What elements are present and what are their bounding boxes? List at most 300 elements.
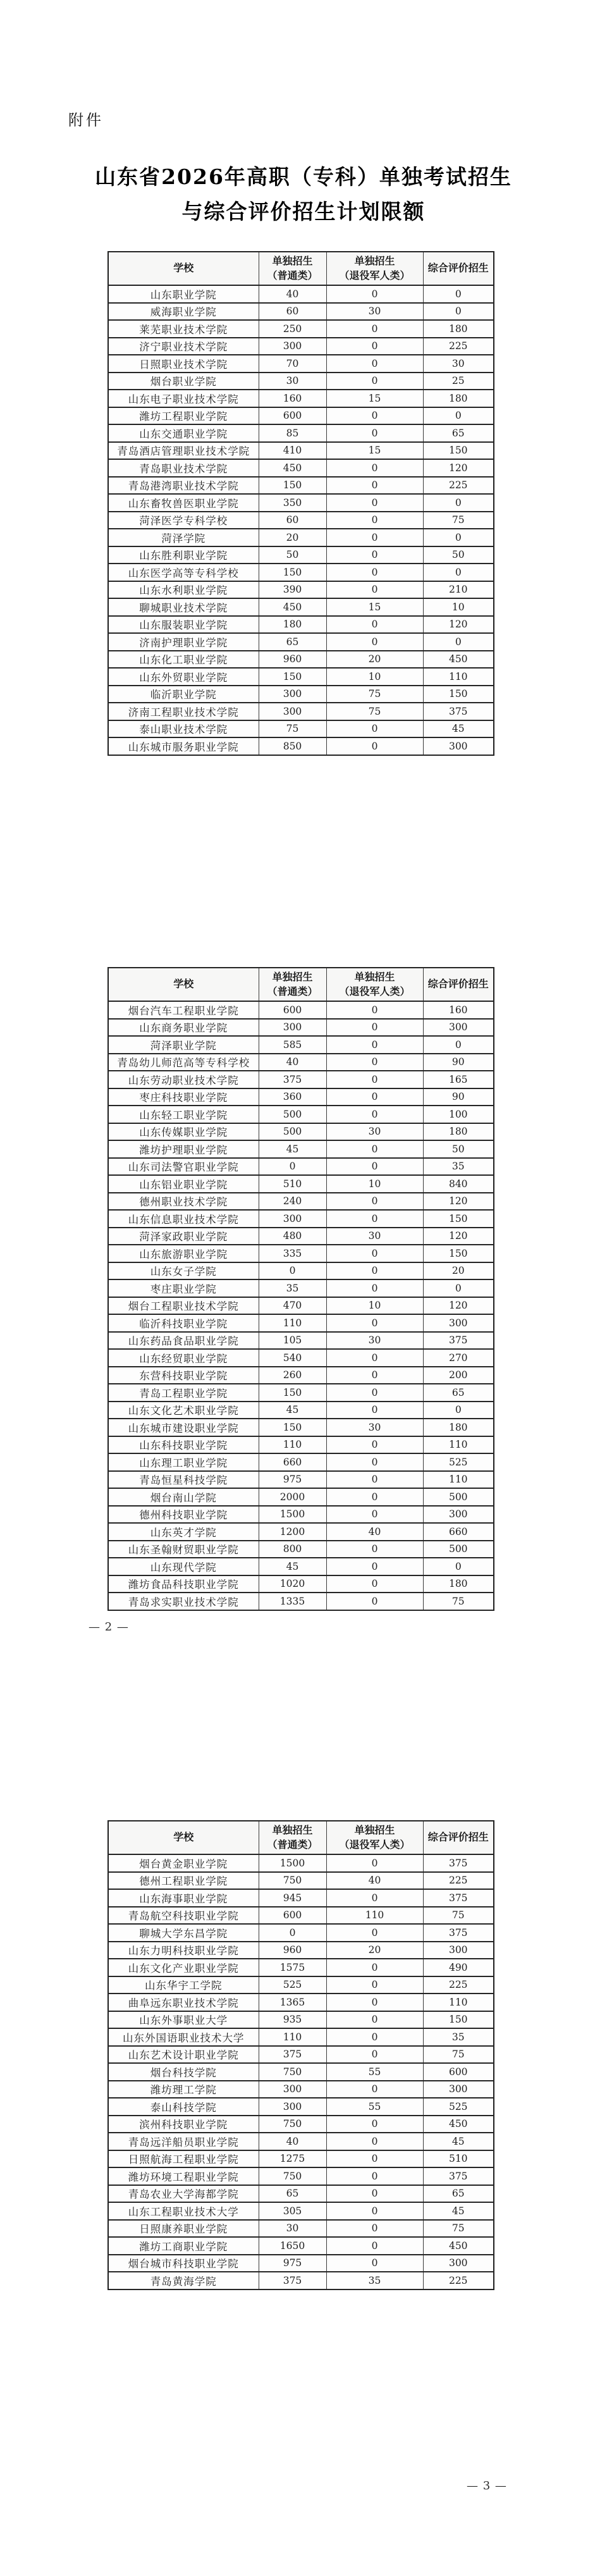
value-cell: 390	[259, 581, 326, 599]
value-cell: 0	[326, 1071, 423, 1088]
school-name-cell: 日照康养职业学院	[108, 2220, 259, 2238]
value-cell: 300	[423, 1019, 494, 1037]
table-row	[108, 529, 494, 546]
value-cell: 250	[259, 320, 326, 338]
school-name-cell: 山东外国语职业技术大学	[108, 2028, 259, 2046]
school-name-cell: 青岛黄海学院	[108, 2272, 259, 2289]
school-name-cell: 山东劳动职业技术学院	[108, 1071, 259, 1088]
value-cell: 30	[326, 1228, 423, 1245]
value-cell: 180	[423, 390, 494, 407]
school-name-cell: 山东铝业职业学院	[108, 1175, 259, 1193]
school-name-cell: 山东外贸职业学院	[108, 668, 259, 686]
table-row	[108, 1593, 494, 1610]
value-cell: 960	[259, 651, 326, 669]
value-cell: 0	[326, 1488, 423, 1506]
value-cell: 0	[326, 2081, 423, 2098]
value-cell: 20	[326, 1942, 423, 1959]
table-row	[108, 407, 494, 425]
school-name-cell: 山东交通职业学院	[108, 424, 259, 442]
attachment-label: 附件	[68, 111, 104, 129]
value-cell: 0	[423, 407, 494, 425]
school-name-cell: 青岛幼儿师范高等专科学校	[108, 1054, 259, 1071]
document-title	[0, 159, 607, 229]
value-cell: 490	[423, 1959, 494, 1976]
value-cell: 0	[326, 424, 423, 442]
value-cell: 105	[259, 1332, 326, 1350]
value-cell: 85	[259, 424, 326, 442]
value-cell: 0	[423, 1402, 494, 1419]
value-cell: 0	[326, 512, 423, 529]
value-cell: 0	[326, 2255, 423, 2272]
value-cell: 35	[423, 1158, 494, 1176]
table-row	[108, 2237, 494, 2255]
school-name-cell: 德州科技职业学院	[108, 1506, 259, 1524]
value-cell: 300	[259, 338, 326, 355]
value-cell: 110	[423, 1994, 494, 2011]
value-cell: 0	[326, 1976, 423, 1994]
table-row	[108, 1001, 494, 1019]
school-name-cell: 泰山科技学院	[108, 2098, 259, 2116]
table-row	[108, 1453, 494, 1471]
value-cell: 0	[326, 737, 423, 755]
value-cell: 150	[423, 686, 494, 703]
table-row	[108, 1889, 494, 1907]
school-name-cell: 莱芜职业技术学院	[108, 320, 259, 338]
value-cell: 75	[326, 686, 423, 703]
value-cell: 0	[423, 529, 494, 546]
value-cell: 55	[326, 2063, 423, 2081]
value-cell: 500	[423, 1541, 494, 1558]
value-cell: 25	[423, 373, 494, 390]
table-row	[108, 1419, 494, 1436]
school-name-cell: 山东力明科技职业学院	[108, 1942, 259, 1959]
value-cell: 50	[259, 546, 326, 564]
school-name-cell: 山东水利职业学院	[108, 581, 259, 599]
value-cell: 375	[259, 2046, 326, 2064]
value-cell: 0	[326, 2202, 423, 2220]
school-name-cell: 菏泽学院	[108, 529, 259, 546]
value-cell: 1650	[259, 2237, 326, 2255]
value-cell: 0	[326, 2046, 423, 2064]
value-cell: 0	[326, 581, 423, 599]
value-cell: 1275	[259, 2150, 326, 2168]
value-cell: 375	[423, 1924, 494, 1942]
value-cell: 10	[423, 598, 494, 616]
value-cell: 1020	[259, 1575, 326, 1593]
school-name-cell: 烟台南山学院	[108, 1488, 259, 1506]
value-cell: 450	[423, 2237, 494, 2255]
table-row	[108, 1158, 494, 1176]
value-cell: 0	[326, 1088, 423, 1106]
header-separate-general: 单独招生 （普通类）	[259, 252, 326, 285]
value-cell: 300	[259, 1210, 326, 1228]
table-row	[108, 1384, 494, 1402]
value-cell: 50	[423, 1140, 494, 1158]
value-cell: 75	[423, 2046, 494, 2064]
school-name-cell: 山东现代学院	[108, 1558, 259, 1575]
header-separate-veteran: 单独招生 （退役军人类）	[326, 252, 423, 285]
document-title-line1: 山东省2026年高职（专科）单独考试招生	[95, 164, 512, 189]
value-cell: 210	[423, 581, 494, 599]
value-cell: 750	[259, 2063, 326, 2081]
table-row	[108, 1228, 494, 1245]
value-cell: 375	[423, 2167, 494, 2185]
school-name-cell: 潍坊工商职业学院	[108, 2237, 259, 2255]
table-row	[108, 1488, 494, 1506]
table-row	[108, 686, 494, 703]
value-cell: 270	[423, 1349, 494, 1367]
value-cell: 0	[259, 1158, 326, 1176]
table-row	[108, 2098, 494, 2116]
value-cell: 450	[259, 459, 326, 477]
table-row	[108, 1245, 494, 1262]
value-cell: 0	[326, 2133, 423, 2150]
value-cell: 0	[326, 1054, 423, 1071]
table-row	[108, 2046, 494, 2064]
header-separate-general: 单独招生 （普通类）	[259, 968, 326, 1001]
value-cell: 165	[423, 1071, 494, 1088]
school-name-cell: 青岛工程职业学院	[108, 1384, 259, 1402]
value-cell: 45	[423, 2133, 494, 2150]
school-name-cell: 烟台黄金职业学院	[108, 1854, 259, 1872]
value-cell: 480	[259, 1228, 326, 1245]
value-cell: 225	[423, 477, 494, 495]
value-cell: 110	[423, 1471, 494, 1489]
table-row	[108, 2255, 494, 2272]
value-cell: 45	[259, 1558, 326, 1575]
value-cell: 0	[326, 407, 423, 425]
value-cell: 160	[259, 390, 326, 407]
value-cell: 0	[423, 1279, 494, 1297]
value-cell: 150	[259, 1419, 326, 1436]
value-cell: 0	[326, 1245, 423, 1262]
value-cell: 10	[326, 1297, 423, 1315]
value-cell: 0	[326, 564, 423, 581]
value-cell: 150	[423, 1245, 494, 1262]
school-name-cell: 青岛航空科技职业学院	[108, 1907, 259, 1925]
value-cell: 0	[326, 1436, 423, 1454]
value-cell: 0	[326, 1558, 423, 1575]
table-row	[108, 390, 494, 407]
value-cell: 600	[259, 407, 326, 425]
value-cell: 0	[326, 355, 423, 373]
value-cell: 75	[423, 2220, 494, 2238]
value-cell: 0	[326, 616, 423, 634]
value-cell: 1575	[259, 1959, 326, 1976]
table-row	[108, 1262, 494, 1280]
value-cell: 300	[423, 737, 494, 755]
school-name-cell: 山东轻工职业学院	[108, 1106, 259, 1123]
school-name-cell: 菏泽医学专科学校	[108, 512, 259, 529]
header-separate-general: 单独招生 （普通类）	[259, 1821, 326, 1854]
table-row	[108, 1054, 494, 1071]
value-cell: 75	[423, 1593, 494, 1610]
value-cell: 305	[259, 2202, 326, 2220]
table-row	[108, 668, 494, 686]
value-cell: 600	[423, 2063, 494, 2081]
value-cell: 0	[423, 494, 494, 512]
value-cell: 0	[423, 303, 494, 321]
header-comprehensive: 综合评价招生	[423, 252, 494, 285]
value-cell: 45	[423, 720, 494, 738]
table-row	[108, 1314, 494, 1332]
value-cell: 10	[326, 1175, 423, 1193]
table-row	[108, 1558, 494, 1575]
school-name-cell: 山东服装职业学院	[108, 616, 259, 634]
value-cell: 35	[423, 2028, 494, 2046]
value-cell: 0	[326, 1994, 423, 2011]
school-name-cell: 青岛酒店管理职业技术学院	[108, 442, 259, 460]
value-cell: 30	[326, 303, 423, 321]
value-cell: 750	[259, 2167, 326, 2185]
value-cell: 40	[326, 1872, 423, 1890]
school-name-cell: 山东电子职业技术学院	[108, 390, 259, 407]
value-cell: 0	[326, 2237, 423, 2255]
value-cell: 120	[423, 1297, 494, 1315]
value-cell: 510	[423, 2150, 494, 2168]
table-row	[108, 1123, 494, 1141]
value-cell: 200	[423, 1367, 494, 1384]
value-cell: 500	[259, 1106, 326, 1123]
value-cell: 300	[423, 2255, 494, 2272]
value-cell: 0	[326, 1384, 423, 1402]
page-number-3: — 3 —	[467, 2479, 507, 2493]
table-row	[108, 1193, 494, 1211]
school-name-cell: 山东艺术设计职业学院	[108, 2046, 259, 2064]
value-cell: 450	[423, 2116, 494, 2133]
table-row	[108, 2011, 494, 2029]
value-cell: 35	[326, 2272, 423, 2289]
value-cell: 525	[423, 1453, 494, 1471]
table-row	[108, 737, 494, 755]
value-cell: 30	[259, 373, 326, 390]
school-name-cell: 德州职业技术学院	[108, 1193, 259, 1211]
school-name-cell: 山东信息职业技术学院	[108, 1210, 259, 1228]
table-row	[108, 1349, 494, 1367]
table-row	[108, 1036, 494, 1054]
value-cell: 0	[326, 720, 423, 738]
value-cell: 150	[259, 564, 326, 581]
value-cell: 0	[326, 1019, 423, 1037]
value-cell: 500	[423, 1488, 494, 1506]
school-name-cell: 山东文化艺术职业学院	[108, 1402, 259, 1419]
value-cell: 375	[259, 2272, 326, 2289]
school-name-cell: 山东理工职业学院	[108, 1453, 259, 1471]
value-cell: 0	[326, 477, 423, 495]
table-row	[108, 1367, 494, 1384]
table-row	[108, 1942, 494, 1959]
school-name-cell: 菏泽职业学院	[108, 1036, 259, 1054]
value-cell: 160	[423, 1001, 494, 1019]
value-cell: 15	[326, 442, 423, 460]
table-row	[108, 2081, 494, 2098]
table-row	[108, 320, 494, 338]
school-name-cell: 潍坊理工学院	[108, 2081, 259, 2098]
value-cell: 510	[259, 1175, 326, 1193]
header-separate-veteran: 单独招生 （退役军人类）	[326, 1821, 423, 1854]
table-row	[108, 2167, 494, 2185]
value-cell: 120	[423, 1228, 494, 1245]
school-name-cell: 泰山职业技术学院	[108, 720, 259, 738]
value-cell: 45	[423, 2202, 494, 2220]
school-name-cell: 烟台科技学院	[108, 2063, 259, 2081]
value-cell: 110	[423, 668, 494, 686]
school-name-cell: 曲阜远东职业技术学院	[108, 1994, 259, 2011]
value-cell: 180	[259, 616, 326, 634]
value-cell: 0	[326, 1036, 423, 1054]
value-cell: 0	[326, 1349, 423, 1367]
value-cell: 1365	[259, 1994, 326, 2011]
value-cell: 40	[259, 1054, 326, 1071]
value-cell: 0	[326, 529, 423, 546]
value-cell: 65	[259, 633, 326, 651]
school-name-cell: 潍坊护理职业学院	[108, 1140, 259, 1158]
table-row	[108, 1279, 494, 1297]
value-cell: 0	[326, 2150, 423, 2168]
school-name-cell: 菏泽家政职业学院	[108, 1228, 259, 1245]
value-cell: 375	[423, 703, 494, 720]
value-cell: 150	[423, 442, 494, 460]
school-name-cell: 山东文化产业职业学院	[108, 1959, 259, 1976]
table-row	[108, 2063, 494, 2081]
value-cell: 0	[326, 2028, 423, 2046]
value-cell: 0	[423, 1558, 494, 1575]
school-name-cell: 威海职业学院	[108, 303, 259, 321]
value-cell: 300	[259, 2081, 326, 2098]
value-cell: 0	[326, 1959, 423, 1976]
value-cell: 750	[259, 2116, 326, 2133]
school-name-cell: 山东商务职业学院	[108, 1019, 259, 1037]
table-row	[108, 285, 494, 303]
table-row	[108, 512, 494, 529]
value-cell: 120	[423, 459, 494, 477]
table-row	[108, 1140, 494, 1158]
value-cell: 935	[259, 2011, 326, 2029]
header-school: 学校	[108, 968, 259, 1001]
value-cell: 585	[259, 1036, 326, 1054]
value-cell: 0	[326, 1158, 423, 1176]
value-cell: 2000	[259, 1488, 326, 1506]
table-header-row	[108, 252, 494, 285]
header-comprehensive: 综合评价招生	[423, 968, 494, 1001]
school-name-cell: 山东畜牧兽医职业学院	[108, 494, 259, 512]
value-cell: 55	[326, 2098, 423, 2116]
value-cell: 0	[259, 1262, 326, 1280]
school-name-cell: 济南护理职业学院	[108, 633, 259, 651]
header-school: 学校	[108, 1821, 259, 1854]
value-cell: 360	[259, 1088, 326, 1106]
table-row	[108, 720, 494, 738]
school-name-cell: 烟台工程职业技术学院	[108, 1297, 259, 1315]
value-cell: 0	[326, 1889, 423, 1907]
value-cell: 0	[326, 1193, 423, 1211]
table-row	[108, 2028, 494, 2046]
table-row	[108, 1402, 494, 1419]
value-cell: 840	[423, 1175, 494, 1193]
value-cell: 0	[326, 338, 423, 355]
table-row	[108, 1872, 494, 1890]
header-separate-veteran: 单独招生 （退役军人类）	[326, 968, 423, 1001]
header-school: 学校	[108, 252, 259, 285]
school-name-cell: 山东英才学院	[108, 1523, 259, 1541]
value-cell: 180	[423, 320, 494, 338]
school-name-cell: 山东经贸职业学院	[108, 1349, 259, 1367]
value-cell: 0	[326, 2185, 423, 2203]
school-name-cell: 青岛农业大学海都学院	[108, 2185, 259, 2203]
value-cell: 75	[326, 703, 423, 720]
value-cell: 975	[259, 2255, 326, 2272]
school-name-cell: 日照职业技术学院	[108, 355, 259, 373]
table-row	[108, 1175, 494, 1193]
table-row	[108, 2272, 494, 2289]
school-name-cell: 山东华宇工学院	[108, 1976, 259, 1994]
school-name-cell: 枣庄科技职业学院	[108, 1088, 259, 1106]
value-cell: 1200	[259, 1523, 326, 1541]
table-row	[108, 494, 494, 512]
value-cell: 0	[326, 633, 423, 651]
document-title-line2: 与综合评价招生计划限额	[181, 199, 426, 224]
value-cell: 0	[326, 320, 423, 338]
value-cell: 450	[423, 651, 494, 669]
school-name-cell: 山东旅游职业学院	[108, 1245, 259, 1262]
school-name-cell: 山东工程职业技术大学	[108, 2202, 259, 2220]
value-cell: 0	[326, 2011, 423, 2029]
value-cell: 300	[423, 1942, 494, 1959]
value-cell: 0	[326, 494, 423, 512]
value-cell: 0	[326, 1471, 423, 1489]
value-cell: 600	[259, 1907, 326, 1925]
table-row	[108, 1994, 494, 2011]
school-name-cell: 烟台汽车工程职业学院	[108, 1001, 259, 1019]
school-name-cell: 烟台职业学院	[108, 373, 259, 390]
table-row	[108, 651, 494, 669]
value-cell: 0	[326, 285, 423, 303]
value-cell: 150	[259, 668, 326, 686]
value-cell: 0	[326, 373, 423, 390]
value-cell: 30	[423, 355, 494, 373]
value-cell: 30	[326, 1419, 423, 1436]
value-cell: 15	[326, 390, 423, 407]
school-name-cell: 山东医学高等专科学校	[108, 564, 259, 581]
value-cell: 1500	[259, 1506, 326, 1524]
value-cell: 15	[326, 598, 423, 616]
value-cell: 120	[423, 616, 494, 634]
table-row	[108, 373, 494, 390]
value-cell: 180	[423, 1419, 494, 1436]
value-cell: 350	[259, 494, 326, 512]
table-row	[108, 1297, 494, 1315]
value-cell: 225	[423, 338, 494, 355]
school-name-cell: 济宁职业技术学院	[108, 338, 259, 355]
table-row	[108, 1506, 494, 1524]
table-row	[108, 1854, 494, 1872]
value-cell: 375	[423, 1332, 494, 1350]
table-row	[108, 1436, 494, 1454]
value-cell: 335	[259, 1245, 326, 1262]
school-name-cell: 聊城大学东昌学院	[108, 1924, 259, 1942]
value-cell: 65	[423, 1384, 494, 1402]
value-cell: 500	[259, 1123, 326, 1141]
table-row	[108, 2133, 494, 2150]
value-cell: 300	[423, 1506, 494, 1524]
value-cell: 0	[326, 2167, 423, 2185]
table-row	[108, 355, 494, 373]
table-row	[108, 2116, 494, 2133]
value-cell: 850	[259, 737, 326, 755]
value-cell: 20	[423, 1262, 494, 1280]
school-name-cell: 山东化工职业学院	[108, 651, 259, 669]
school-name-cell: 烟台城市科技职业学院	[108, 2255, 259, 2272]
